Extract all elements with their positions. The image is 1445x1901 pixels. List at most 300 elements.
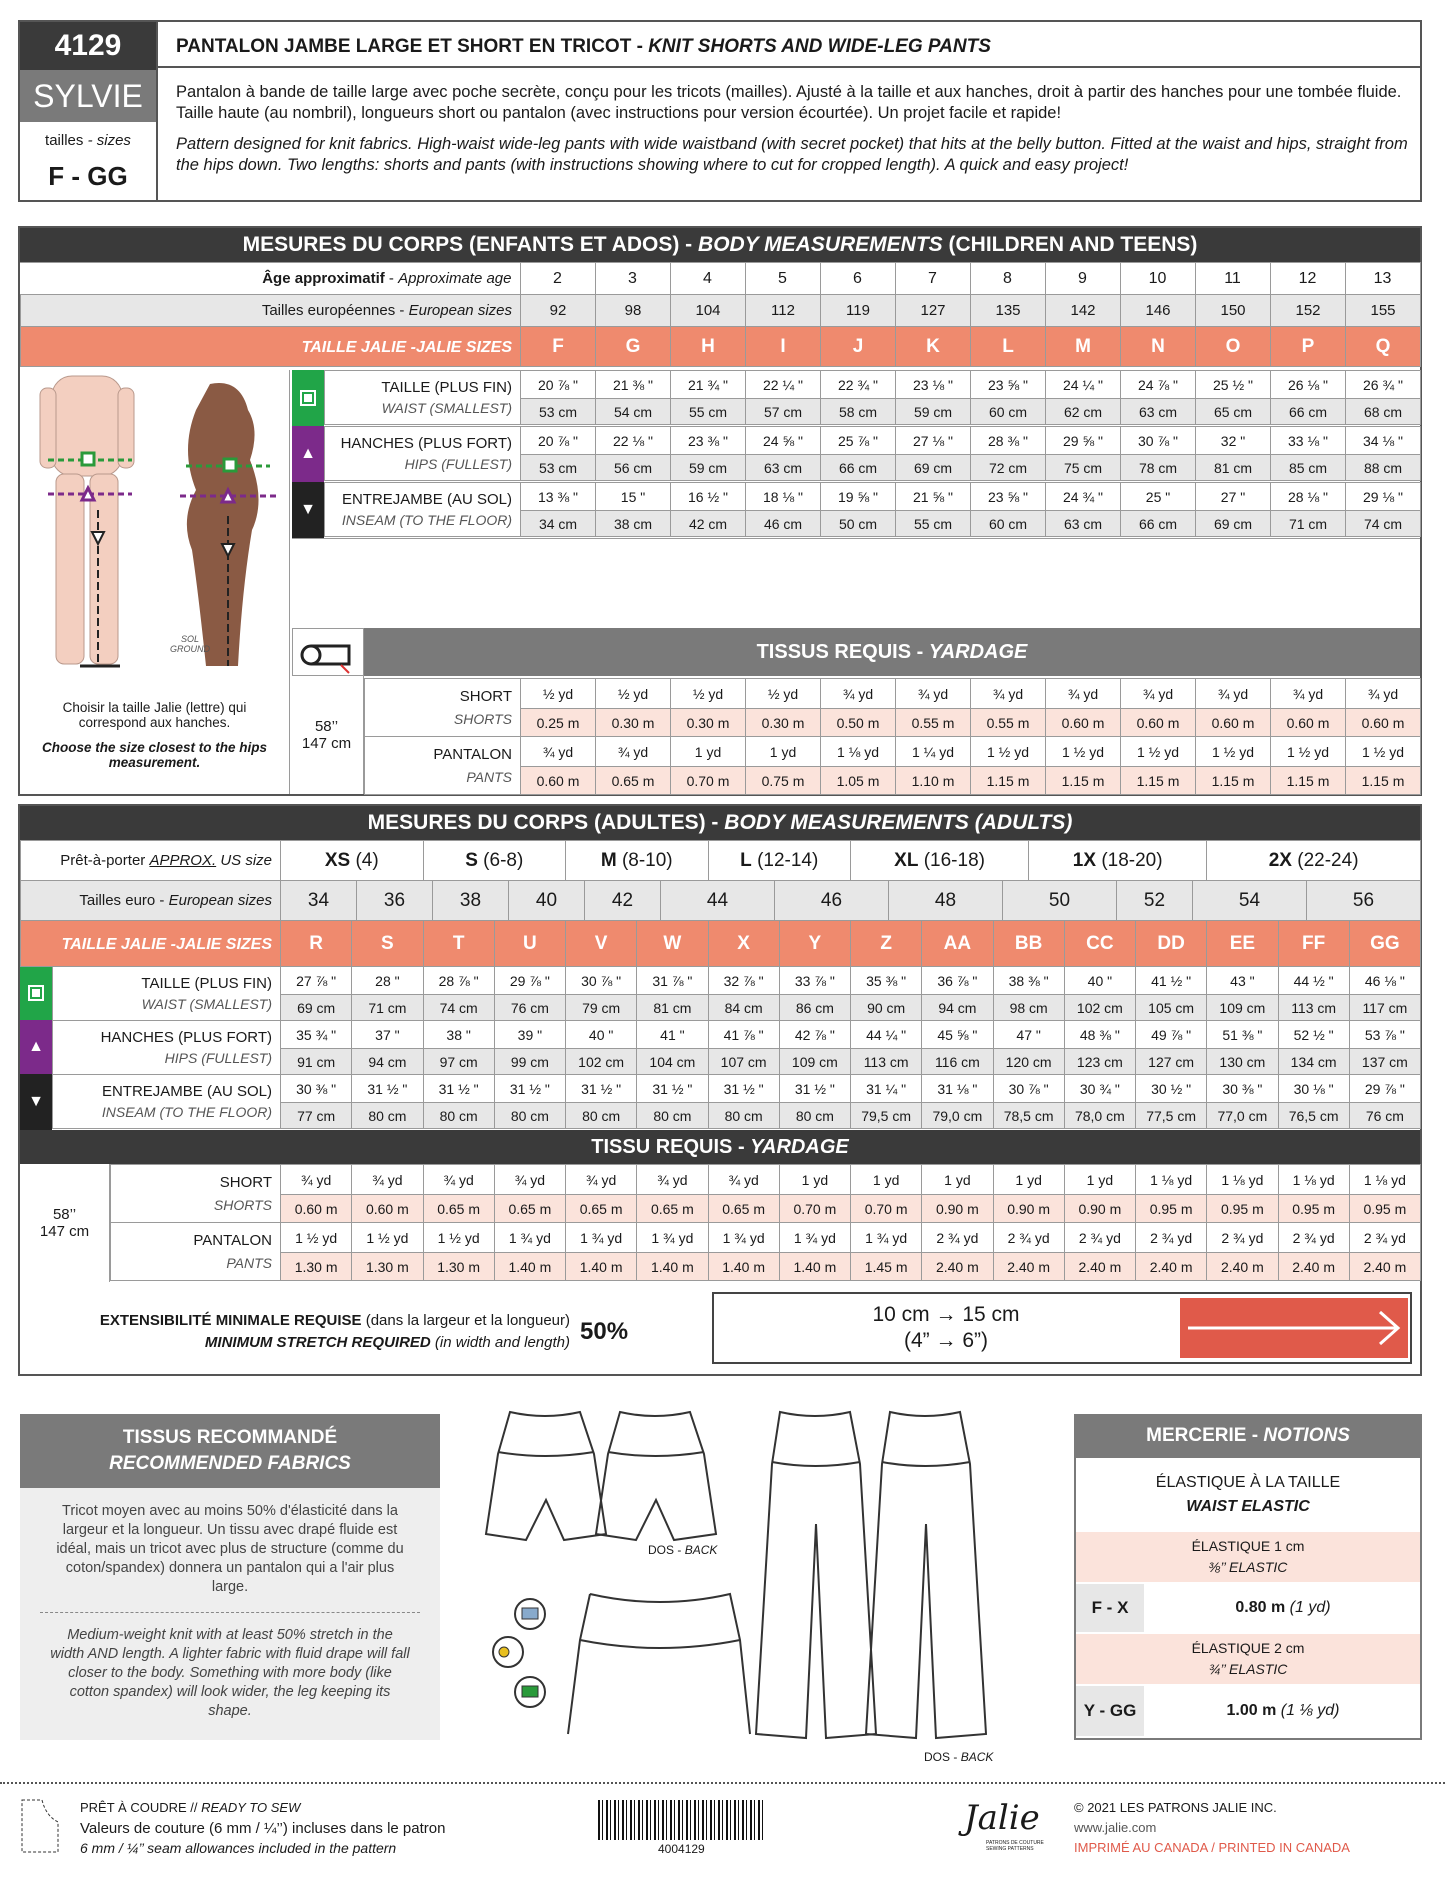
adult-hips-row-cm: 113 cm [851, 1049, 922, 1075]
adult-pants-yardage-m: 1.40 m [708, 1253, 779, 1281]
adult-pants-yardage-m: 1.30 m [423, 1253, 494, 1281]
adult-inseam-row-cm: 77 cm [281, 1103, 352, 1129]
printed-in: IMPRIMÉ AU CANADA / PRINTED IN CANADA [1074, 1840, 1350, 1855]
adult-short-yardage-label: SHORT SHORTS [111, 1165, 281, 1223]
adult-short-yardage-yd: ¾ yd [281, 1165, 352, 1195]
teen-side-figure [180, 383, 276, 666]
adult-short-yardage-m: 0.65 m [494, 1195, 565, 1223]
kids-pants-yardage-yd: ¾ yd [521, 737, 596, 767]
page-title: PANTALON JAMBE LARGE ET SHORT EN TRICOT - KNIT SHORTS AND WIDE-LEG PANTS [176, 36, 991, 57]
adult-jalie-cell: AA [922, 921, 993, 967]
kids-pants-yardage-yd: 1 ½ yd [1046, 737, 1121, 767]
adult-hips-row-inches: 48 ⅜ " [1064, 1021, 1135, 1049]
kids-short-yardage-m: 0.55 m [896, 709, 971, 737]
kids-waist-row-cm: 60 cm [971, 399, 1046, 425]
adult-waist-row-inches: 44 ½ " [1278, 967, 1349, 995]
kids-pants-yardage-m: 1.15 m [1271, 767, 1346, 795]
adult-short-yardage-m: 0.90 m [993, 1195, 1064, 1223]
adult-inseam-row-cm: 76,5 cm [1278, 1103, 1349, 1129]
adult-euro-cell: 34 [281, 881, 357, 921]
adult-waist-row-inches: 33 ⅞ " [779, 967, 850, 995]
adult-waist-row-inches: 32 ⅞ " [708, 967, 779, 995]
age-cell: 2 [520, 263, 595, 295]
elastic-2-value: 1.00 m (1 ⅛ yd) [1226, 1702, 1340, 1719]
adult-waist-row-inches: 28 ⅞ " [423, 967, 494, 995]
adult-inseam-row-cm: 80 cm [566, 1103, 637, 1129]
adult-short-yardage-yd: ¾ yd [566, 1165, 637, 1195]
ready-to-sew: PRÊT À COUDRE // READY TO SEW [80, 1800, 301, 1815]
child-front-figure [40, 376, 134, 666]
adult-euro-row [20, 880, 1421, 921]
kids-fabric-width: 58’’ 147 cm [290, 676, 364, 794]
kids-short-yardage-m: 0.30 m [746, 709, 821, 737]
adult-pants-yardage-yd: 1 ¾ yd [851, 1223, 922, 1253]
back-label-1: DOS - BACK [648, 1543, 718, 1557]
kids-hips-row-cm: 69 cm [896, 455, 971, 481]
sizes-label: tailles - sizes [45, 131, 131, 149]
kids-hips-row-inches: 23 ⅜ " [671, 427, 746, 455]
kids-hips-row-inches: 25 ⅞ " [821, 427, 896, 455]
kids-empty-space [292, 538, 1420, 628]
kids-hips-row-cm: 63 cm [746, 455, 821, 481]
pants-front [756, 1412, 876, 1738]
adult-euro-cell: 38 [433, 881, 509, 921]
adult-rtw-row [20, 840, 1421, 881]
adult-waist-marker [20, 966, 52, 1020]
adult-waist-row-inches: 27 ⅞ " [281, 967, 352, 995]
adult-pants-yardage-m: 1.40 m [494, 1253, 565, 1281]
kids-pants-yardage-yd: 1 ¼ yd [896, 737, 971, 767]
kids-pants-yardage-yd: 1 ½ yd [1271, 737, 1346, 767]
adult-inseam-row-inches: 30 ⅛ " [1278, 1075, 1349, 1103]
adult-pants-yardage-m: 1.45 m [851, 1253, 922, 1281]
kids-hips-row-cm: 53 cm [521, 455, 596, 481]
adult-waist-row [52, 966, 1421, 1021]
kids-header-table [20, 262, 1421, 295]
adult-pants-yardage-m: 1.30 m [352, 1253, 423, 1281]
kids-pants-yardage-m: 1.15 m [971, 767, 1046, 795]
rtw-size-cell: XS (4) [281, 841, 424, 881]
adult-hips-row-inches: 49 ⅞ " [1136, 1021, 1207, 1049]
age-cell: 3 [595, 263, 670, 295]
kids-hips-row-inches: 20 ⅞ " [521, 427, 596, 455]
adult-pants-yardage-yd: 1 ½ yd [423, 1223, 494, 1253]
kids-short-yardage-m: 0.25 m [521, 709, 596, 737]
kids-hips-row-cm: 66 cm [821, 455, 896, 481]
adult-pants-yardage-yd: 1 ½ yd [352, 1223, 423, 1253]
adult-waist-row-cm: 102 cm [1064, 995, 1135, 1021]
kids-jalie-row-cell: O [1196, 327, 1271, 367]
kids-yardage-title: TISSUS REQUIS - YARDAGE [364, 628, 1420, 676]
kids-inseam-row-inches: 23 ⅝ " [971, 483, 1046, 511]
kids-inseam-row-cm: 55 cm [896, 511, 971, 537]
notions-title: MERCERIE - NOTIONS [1074, 1414, 1422, 1458]
kids-pants-yardage-yd: 1 yd [746, 737, 821, 767]
kids-waist-row-inches: 25 ½ " [1196, 371, 1271, 399]
garment-illustrations [460, 1404, 1060, 1764]
kids-short-yardage-m: 0.60 m [1046, 709, 1121, 737]
adult-hips-row-inches: 41 ⅞ " [708, 1021, 779, 1049]
kids-inseam-row-cm: 71 cm [1271, 511, 1346, 537]
adult-euro-cell: 54 [1193, 881, 1307, 921]
description-fr: Pantalon à bande de taille large avec poche secrète, conçu pour les tricots (mailles). Ajusté à la taille et aux hanches, droit à partir des hanches pour une tombée fluide. Taille haute (au nombril), longueurs short ou pantalon (avec instructions pour version écourtée). Un projet facile et rapide! [176, 83, 1402, 122]
adult-waist-row-inches: 43 " [1207, 967, 1278, 995]
age-cell: 5 [745, 263, 820, 295]
adult-short-yardage-m: 0.65 m [637, 1195, 708, 1223]
pattern-name: SYLVIE [20, 70, 156, 122]
kids-short-yardage-yd: ¾ yd [1121, 679, 1196, 709]
kids-euro-row-cell: 135 [971, 295, 1046, 327]
adult-pants-yardage-m: 1.30 m [281, 1253, 352, 1281]
kids-hips-row-cm: 88 cm [1346, 455, 1421, 481]
kids-euro-row-cell: 119 [821, 295, 896, 327]
adult-inseam-row-inches: 30 ⅜ " [281, 1075, 352, 1103]
kids-waist-row-inches: 21 ¾ " [671, 371, 746, 399]
seam-allowance-en: 6 mm / ¼’’ seam allowances included in the pattern [80, 1840, 397, 1856]
kids-pants-yardage [364, 736, 1421, 795]
adult-jalie-cell: CC [1064, 921, 1135, 967]
adult-pants-yardage-yd: 2 ¾ yd [1207, 1223, 1278, 1253]
adult-hips-row-inches: 45 ⅝ " [922, 1021, 993, 1049]
kids-short-yardage-yd: ½ yd [596, 679, 671, 709]
kids-short-yardage-yd: ½ yd [521, 679, 596, 709]
adult-short-yardage-yd: ¾ yd [708, 1165, 779, 1195]
kids-hips-row [324, 426, 1421, 481]
kids-short-yardage-yd: ¾ yd [896, 679, 971, 709]
kids-hips-row-cm: 59 cm [671, 455, 746, 481]
size-range: F - GG [48, 160, 128, 191]
kids-jalie-row-cell: I [746, 327, 821, 367]
adult-inseam-row-inches: 31 ¼ " [851, 1075, 922, 1103]
barcode [598, 1800, 764, 1840]
adult-hips-row-inches: 35 ¾ " [281, 1021, 352, 1049]
age-cell: 9 [1045, 263, 1120, 295]
kids-pants-yardage-m: 1.15 m [1046, 767, 1121, 795]
kids-short-yardage-m: 0.55 m [971, 709, 1046, 737]
age-cell: 13 [1345, 263, 1420, 295]
kids-inseam-row-inches: 21 ⅝ " [896, 483, 971, 511]
adult-short-yardage-m: 0.65 m [708, 1195, 779, 1223]
adult-short-yardage-yd: ¾ yd [352, 1165, 423, 1195]
adult-euro-cell: 42 [585, 881, 661, 921]
adult-waist-row-cm: 79 cm [566, 995, 637, 1021]
kids-euro-row-cell: 146 [1121, 295, 1196, 327]
kids-short-yardage-m: 0.60 m [1271, 709, 1346, 737]
adult-short-yardage-m: 0.65 m [423, 1195, 494, 1223]
age-cell: 12 [1270, 263, 1345, 295]
kids-pants-yardage-yd: 1 ½ yd [1121, 737, 1196, 767]
kids-waist-row-inches: 22 ¾ " [821, 371, 896, 399]
adult-inseam-row-inches: 31 ½ " [566, 1075, 637, 1103]
adult-hips-row-inches: 53 ⅞ " [1349, 1021, 1420, 1049]
kids-waist-row-inches: 24 ⅞ " [1121, 371, 1196, 399]
adult-inseam-row-inches: 31 ⅛ " [922, 1075, 993, 1103]
adult-short-yardage [110, 1164, 1421, 1223]
adult-jalie-cell: T [423, 921, 494, 967]
adult-hips-row-inches: 38 " [423, 1021, 494, 1049]
adult-pants-yardage-yd: 1 ½ yd [281, 1223, 352, 1253]
adult-waist-row-cm: 94 cm [922, 995, 993, 1021]
kids-euro-row-cell: 112 [746, 295, 821, 327]
arrow-right-icon [1180, 1298, 1408, 1358]
adult-waist-row-inches: 36 ⅞ " [922, 967, 993, 995]
adult-waist-row-inches: 31 ⅞ " [637, 967, 708, 995]
rtw-size-cell: 2X (22-24) [1207, 841, 1421, 881]
kids-inseam-row-inches: 18 ⅛ " [746, 483, 821, 511]
header-divider [156, 22, 158, 200]
adult-waist-row-inches: 40 " [1064, 967, 1135, 995]
adult-hips-row-inches: 44 ¼ " [851, 1021, 922, 1049]
kids-jalie-row-cell: K [896, 327, 971, 367]
kids-waist-row-cm: 55 cm [671, 399, 746, 425]
adult-inseam-row-cm: 76 cm [1349, 1103, 1420, 1129]
adult-waist-row-cm: 98 cm [993, 995, 1064, 1021]
kids-hips-row-inches: 29 ⅝ " [1046, 427, 1121, 455]
kids-short-yardage-label: SHORT SHORTS [365, 679, 521, 737]
adult-waist-row-cm: 109 cm [1207, 995, 1278, 1021]
adult-jalie-cell: R [281, 921, 352, 967]
adult-short-yardage-yd: 1 yd [779, 1165, 850, 1195]
stretch-percent: 50% [580, 1318, 629, 1345]
inseam-marker: ▼ [292, 482, 324, 538]
adult-short-yardage-m: 0.60 m [281, 1195, 352, 1223]
adult-inseam-row-cm: 78,0 cm [1064, 1103, 1135, 1129]
kids-pants-yardage-m: 1.15 m [1121, 767, 1196, 795]
adult-inseam-row-inches: 31 ½ " [352, 1075, 423, 1103]
adult-euro-cell: 36 [357, 881, 433, 921]
kids-waist-row-inches: 20 ⅞ " [521, 371, 596, 399]
kids-short-yardage-m: 0.30 m [671, 709, 746, 737]
kids-waist-row-cm: 53 cm [521, 399, 596, 425]
adult-waist-row-inches: 35 ⅜ " [851, 967, 922, 995]
adult-hips-row-cm: 134 cm [1278, 1049, 1349, 1075]
adult-pants-yardage-m: 2.40 m [922, 1253, 993, 1281]
adult-hips-row-cm: 130 cm [1207, 1049, 1278, 1075]
pattern-piece-icon [20, 1798, 60, 1854]
waist-marker [292, 370, 324, 426]
adult-inseam-row-inches: 29 ⅞ " [1349, 1075, 1420, 1103]
adult-hips-row-cm: 97 cm [423, 1049, 494, 1075]
description-en: Pattern designed for knit fabrics. High-waist wide-leg pants with wide waistband (with secret pocket) that hits at the belly button. Fitted at the waist and hips, straight from the hips down. Two lengths: shorts and pants (with instructions showing where to cut for cropped length). A quick and easy project! [176, 135, 1408, 174]
kids-pants-yardage-m: 0.70 m [671, 767, 746, 795]
adult-waist-row-inches: 41 ½ " [1136, 967, 1207, 995]
kids-short-yardage-yd: ¾ yd [1046, 679, 1121, 709]
kids-waist-row-cm: 63 cm [1121, 399, 1196, 425]
kids-inseam-row-cm: 60 cm [971, 511, 1046, 537]
adult-short-yardage-m: 0.90 m [922, 1195, 993, 1223]
adult-short-yardage-m: 0.90 m [1064, 1195, 1135, 1223]
adult-waist-row-cm: 74 cm [423, 995, 494, 1021]
fabrics-text-fr: Tricot moyen avec au moins 50% d'élasticité dans la largeur et la longueur. Un tissu avec drapé fluide est idéal, mais un tricot avec plus de structure (comme du coton/spandex) donnera un pantalon qui a l'air plus large. [56, 1503, 404, 1595]
body-figures [20, 370, 290, 676]
adult-euro-cell: 44 [661, 881, 775, 921]
stretch-values: 10 cm → 15 cm (4” → 6”) [872, 1303, 1020, 1352]
kids-pants-yardage-yd: 1 ⅛ yd [821, 737, 896, 767]
jalie-logo: Jalie [964, 1798, 1040, 1838]
kids-waist-row-cm: 66 cm [1271, 399, 1346, 425]
ground-label: SOL GROUND [170, 634, 210, 654]
kids-euro-row-cell: 155 [1346, 295, 1421, 327]
kids-inseam-row-inches: 13 ⅜ " [521, 483, 596, 511]
adult-inseam-row-cm: 77,0 cm [1207, 1103, 1278, 1129]
adult-short-yardage-yd: ¾ yd [423, 1165, 494, 1195]
choose-size-box [20, 676, 290, 794]
kids-waist-row [324, 370, 1421, 425]
adult-jalie-cell: Y [779, 921, 850, 967]
adult-pants-yardage-m: 2.40 m [1349, 1253, 1420, 1281]
body-diagram [20, 370, 290, 676]
kids-waist-row-inches: 23 ⅛ " [896, 371, 971, 399]
adult-hips-marker: ▲ [20, 1020, 52, 1074]
rtw-size-cell: L (12-14) [708, 841, 851, 881]
adult-hips-row-cm: 127 cm [1136, 1049, 1207, 1075]
adult-hips-row-cm: 116 cm [922, 1049, 993, 1075]
kids-short-yardage [364, 678, 1421, 737]
kids-hips-row-cm: 81 cm [1196, 455, 1271, 481]
adult-pants-yardage-yd: 2 ¾ yd [1278, 1223, 1349, 1253]
kids-waist-row-cm: 65 cm [1196, 399, 1271, 425]
adult-jalie-cell: FF [1278, 921, 1349, 967]
kids-jalie-row-label: TAILLE JALIE -JALIE SIZES [21, 327, 521, 367]
kids-short-yardage-yd: ¾ yd [821, 679, 896, 709]
kids-waist-row-label: TAILLE (PLUS FIN) WAIST (SMALLEST) [325, 371, 521, 425]
kids-waist-row-inches: 26 ¾ " [1346, 371, 1421, 399]
waistband-detail [568, 1594, 750, 1734]
elastic-2-heading: ÉLASTIQUE 2 cm ¾’’ ELASTIC [1076, 1634, 1420, 1684]
adult-short-yardage-yd: 1 yd [851, 1165, 922, 1195]
adult-pants-yardage-m: 1.40 m [566, 1253, 637, 1281]
header-title-line [158, 66, 1420, 68]
kids-euro-row-label: Tailles européennes - European sizes [21, 295, 521, 327]
kids-euro-row-cell: 104 [671, 295, 746, 327]
adult-fabric-width: 58’’ 147 cm [20, 1164, 110, 1282]
adult-pants-yardage-m: 2.40 m [1207, 1253, 1278, 1281]
adult-pants-yardage-yd: 2 ¾ yd [1349, 1223, 1420, 1253]
kids-inseam-row-inches: 16 ½ " [671, 483, 746, 511]
adult-hips-row-cm: 104 cm [637, 1049, 708, 1075]
fabrics-title: TISSUS RECOMMANDÉ RECOMMENDED FABRICS [20, 1414, 440, 1488]
adult-hips-row-inches: 51 ⅜ " [1207, 1021, 1278, 1049]
adult-pants-yardage-m: 1.40 m [779, 1253, 850, 1281]
kids-short-yardage-yd: ¾ yd [1271, 679, 1346, 709]
hips-marker: ▲ [292, 426, 324, 482]
kids-inseam-row-inches: 15 " [596, 483, 671, 511]
adult-short-yardage-yd: 1 ⅛ yd [1136, 1165, 1207, 1195]
adult-short-yardage-yd: ¾ yd [494, 1165, 565, 1195]
adult-pants-yardage-label: PANTALON PANTS [111, 1223, 281, 1281]
adult-hips-row-inches: 39 " [494, 1021, 565, 1049]
waist-elastic-heading: ÉLASTIQUE À LA TAILLE WAIST ELASTIC [1155, 1474, 1341, 1515]
adult-short-yardage-m: 0.70 m [851, 1195, 922, 1223]
elastic-1-value: 0.80 m (1 yd) [1235, 1599, 1331, 1616]
adult-pants-yardage-yd: 1 ¾ yd [708, 1223, 779, 1253]
adult-hips-row-cm: 109 cm [779, 1049, 850, 1075]
adult-euro-cell: 46 [775, 881, 889, 921]
adult-hips-row-inches: 47 " [993, 1021, 1064, 1049]
adult-waist-row-inches: 30 ⅞ " [566, 967, 637, 995]
adult-waist-row-cm: 86 cm [779, 995, 850, 1021]
kids-short-yardage-m: 0.50 m [821, 709, 896, 737]
kids-inseam-row-inches: 25 " [1121, 483, 1196, 511]
adult-inseam-row-cm: 80 cm [352, 1103, 423, 1129]
kids-short-yardage-yd: ¾ yd [1346, 679, 1421, 709]
adult-short-yardage-m: 0.95 m [1207, 1195, 1278, 1223]
adult-pants-yardage-m: 2.40 m [993, 1253, 1064, 1281]
kids-hips-row-cm: 56 cm [596, 455, 671, 481]
adult-short-yardage-yd: 1 ⅛ yd [1349, 1165, 1420, 1195]
adults-yardage-title: TISSU REQUIS - YARDAGE [20, 1130, 1420, 1164]
adult-jalie-cell: U [494, 921, 565, 967]
kids-hips-row-inches: 28 ⅜ " [971, 427, 1046, 455]
kids-inseam-row-cm: 63 cm [1046, 511, 1121, 537]
adult-pants-yardage [110, 1222, 1421, 1281]
adult-short-yardage-m: 0.95 m [1349, 1195, 1420, 1223]
kids-short-yardage-yd: ¾ yd [1196, 679, 1271, 709]
elastic-1-size: F - X [1076, 1584, 1144, 1632]
pants-back [866, 1412, 986, 1738]
copyright: © 2021 LES PATRONS JALIE INC. [1074, 1800, 1277, 1815]
kids-pants-yardage-yd: 1 ½ yd [971, 737, 1046, 767]
adult-short-yardage-m: 0.95 m [1136, 1195, 1207, 1223]
adult-inseam-row [52, 1074, 1421, 1129]
adult-waist-row-inches: 46 ⅛ " [1349, 967, 1420, 995]
adult-inseam-marker: ▼ [20, 1074, 52, 1130]
kids-pants-yardage-m: 1.15 m [1346, 767, 1421, 795]
adult-short-yardage-yd: 1 yd [993, 1165, 1064, 1195]
adult-inseam-row-inches: 31 ½ " [779, 1075, 850, 1103]
rtw-label: Prêt-à-porter APPROX. US size [21, 841, 281, 881]
adult-hips-row-inches: 40 " [566, 1021, 637, 1049]
adult-inseam-row-cm: 80 cm [494, 1103, 565, 1129]
kids-jalie-row-cell: G [596, 327, 671, 367]
kids-short-yardage-m: 0.60 m [1196, 709, 1271, 737]
adult-inseam-row-inches: 31 ½ " [708, 1075, 779, 1103]
adult-pants-yardage-m: 2.40 m [1136, 1253, 1207, 1281]
adult-pants-yardage-yd: 1 ¾ yd [494, 1223, 565, 1253]
adult-hips-row-cm: 99 cm [494, 1049, 565, 1075]
kids-jalie-row-cell: M [1046, 327, 1121, 367]
shorts-front [486, 1412, 606, 1540]
website-link[interactable]: www.jalie.com [1074, 1820, 1157, 1835]
yardage-icon-box [292, 628, 364, 676]
adult-inseam-row-cm: 80 cm [423, 1103, 494, 1129]
adult-euro-cell: 48 [889, 881, 1003, 921]
adult-waist-row-cm: 76 cm [494, 995, 565, 1021]
adult-short-yardage-yd: 1 yd [1064, 1165, 1135, 1195]
kids-hips-row-cm: 78 cm [1121, 455, 1196, 481]
kids-inseam-row-inches: 28 ⅛ " [1271, 483, 1346, 511]
kids-pants-yardage-yd: 1 ½ yd [1196, 737, 1271, 767]
kids-waist-row-cm: 57 cm [746, 399, 821, 425]
kids-inseam-row-cm: 66 cm [1121, 511, 1196, 537]
adult-inseam-row-inches: 31 ½ " [637, 1075, 708, 1103]
kids-hips-row-inches: 34 ⅛ " [1346, 427, 1421, 455]
adult-hips-row-cm: 102 cm [566, 1049, 637, 1075]
adult-hips-row-cm: 137 cm [1349, 1049, 1420, 1075]
kids-pants-yardage-m: 1.10 m [896, 767, 971, 795]
adult-inseam-row-cm: 80 cm [708, 1103, 779, 1129]
adult-hips-row-inches: 42 ⅞ " [779, 1021, 850, 1049]
kids-waist-row-cm: 54 cm [596, 399, 671, 425]
kids-short-yardage-yd: ½ yd [746, 679, 821, 709]
kids-waist-row-inches: 26 ⅛ " [1271, 371, 1346, 399]
adult-jalie-cell: GG [1349, 921, 1420, 967]
seam-allowance-fr: Valeurs de couture (6 mm / ¼’’) incluses dans le patron [80, 1820, 446, 1837]
adult-jalie-cell: X [708, 921, 779, 967]
elastic-1-heading: ÉLASTIQUE 1 cm ⅜’’ ELASTIC [1076, 1532, 1420, 1582]
adult-waist-row-cm: 90 cm [851, 995, 922, 1021]
adult-inseam-row-cm: 79,5 cm [851, 1103, 922, 1129]
